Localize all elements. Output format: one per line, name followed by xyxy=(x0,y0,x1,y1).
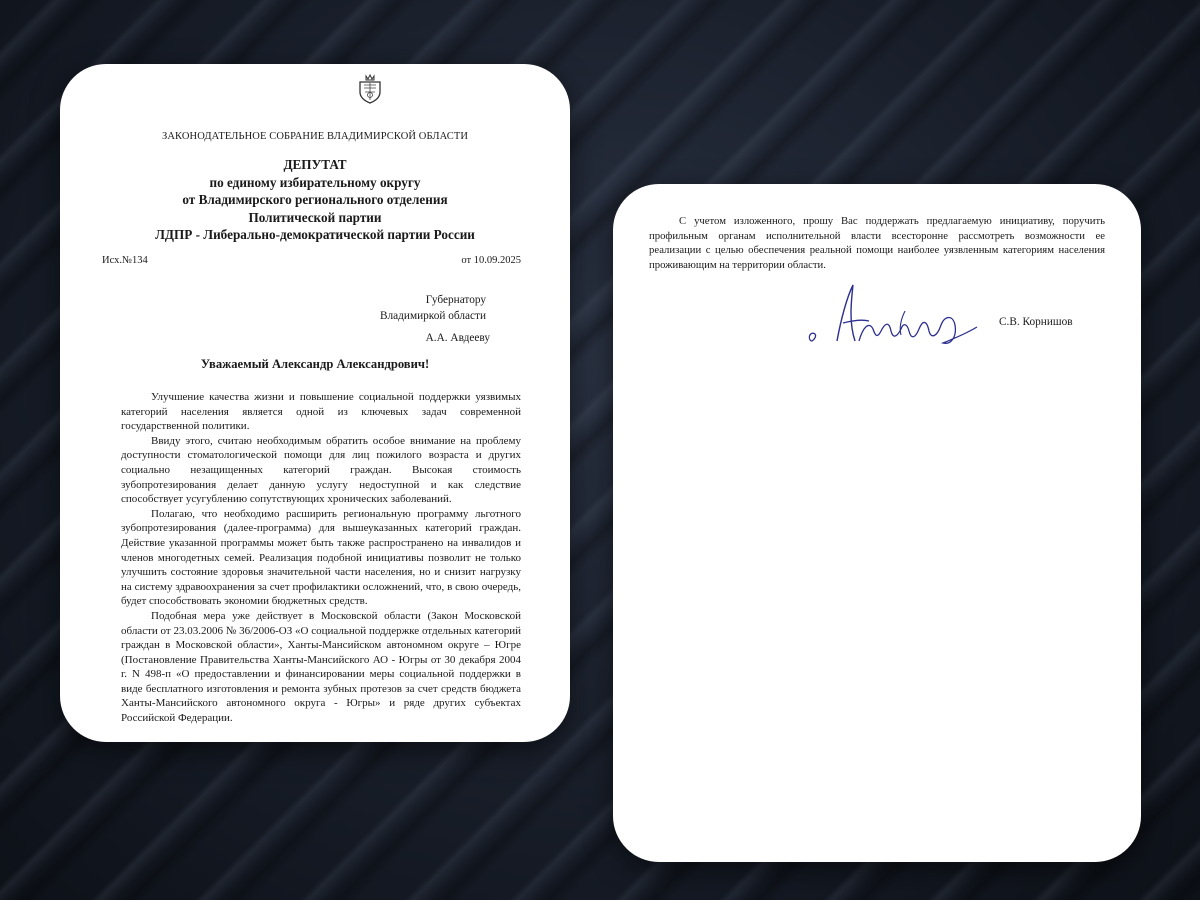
body-paragraph: Полагаю, что необходимо расширить региональную программу льготного зубопротезирования (далее-программа) для вышеуказанных категорий граждан. Действие указанной программы может быть также распространено на инвалидов и членов многодетных семей. Реализация подобной инициативы позволит не только улучшить состояние здоровья значительной части населения, но и снизит нагрузку на систему здравоохранения за счет профилактики осложнений, что, в свою очередь, будет способствовать экономии бюджетных средств. xyxy=(121,507,521,608)
salutation: Уважаемый Александр Александрович! xyxy=(200,357,430,371)
assembly-title: ЗАКОНОДАТЕЛЬНОЕ СОБРАНИЕ ВЛАДИМИРСКОЙ ОБЛАСТИ xyxy=(161,131,469,142)
body-paragraph: Улучшение качества жизни и повышение социальной поддержки уязвимых категорий населения является одной из ключевых задач современной государственной политики. xyxy=(121,391,521,433)
addressee-line: Владимиркой области xyxy=(379,309,486,322)
body-paragraph: Подобная мера уже действует в Московской области (Закон Московской области от 23.03.2006 № 36/2006-ОЗ «О социальной поддержке отдельных категорий граждан в Московской области», Ханты-Мансийском автономном округе – Югре (Постановление Правительства Ханты-Мансийского АО - Югры от 30 декабря 2004 г. N 498-п «О предоставлении и финансировании меры социальной поддержки в виде бесплатного изготовления и ремонта зубных протезов за счет средств бюджета Ханты-Мансийского автономного округа - Югры» и ряде других субъектах Российской Федерации. xyxy=(121,609,521,725)
addressee-line: Губернатору xyxy=(425,294,486,306)
addressee-block xyxy=(380,293,486,324)
handwritten-signature-icon xyxy=(803,279,983,359)
heading-line: по единому избирательному округу xyxy=(209,174,421,190)
letter-date: от 10.09.2025 xyxy=(461,255,521,266)
heading-line: ЛДПР - Либерально-демократической партии России xyxy=(155,227,475,242)
coat-of-arms-icon xyxy=(357,74,383,104)
heading-line: ДЕПУТАТ xyxy=(283,157,347,172)
closing-body xyxy=(649,214,1105,272)
letter-page-2 xyxy=(613,184,1141,862)
addressee-name: А.А. Авдееву xyxy=(425,332,490,344)
letter-body xyxy=(121,390,521,726)
heading-line: Политической партии xyxy=(248,209,382,225)
signer-name: С.В. Корнишов xyxy=(999,316,1073,328)
heading-line: от Владимирского регионального отделения xyxy=(182,192,448,207)
letter-page-1 xyxy=(60,64,570,742)
outgoing-number: Исх.№134 xyxy=(102,255,148,266)
closing-paragraph: С учетом изложенного, прошу Вас поддержать предлагаемую инициативу, поручить профильным органам исполнительной власти всесторонне рассмотреть возможности ее реализации с целью обеспечения реальной помощи наиболее уязвленным категориям населения проживающим на территории области. xyxy=(649,215,1105,271)
deputy-heading xyxy=(110,156,520,244)
body-paragraph: Ввиду этого, считаю необходимым обратить особое внимание на проблему доступности стоматологической помощи для лиц пожилого возраста и других социально незащищенных категорий граждан. Высокая стоимость зубопротезирования делает данную услугу недоступной и как следствие способствует усугублению сопутствующих хронических заболеваний. xyxy=(121,434,521,506)
